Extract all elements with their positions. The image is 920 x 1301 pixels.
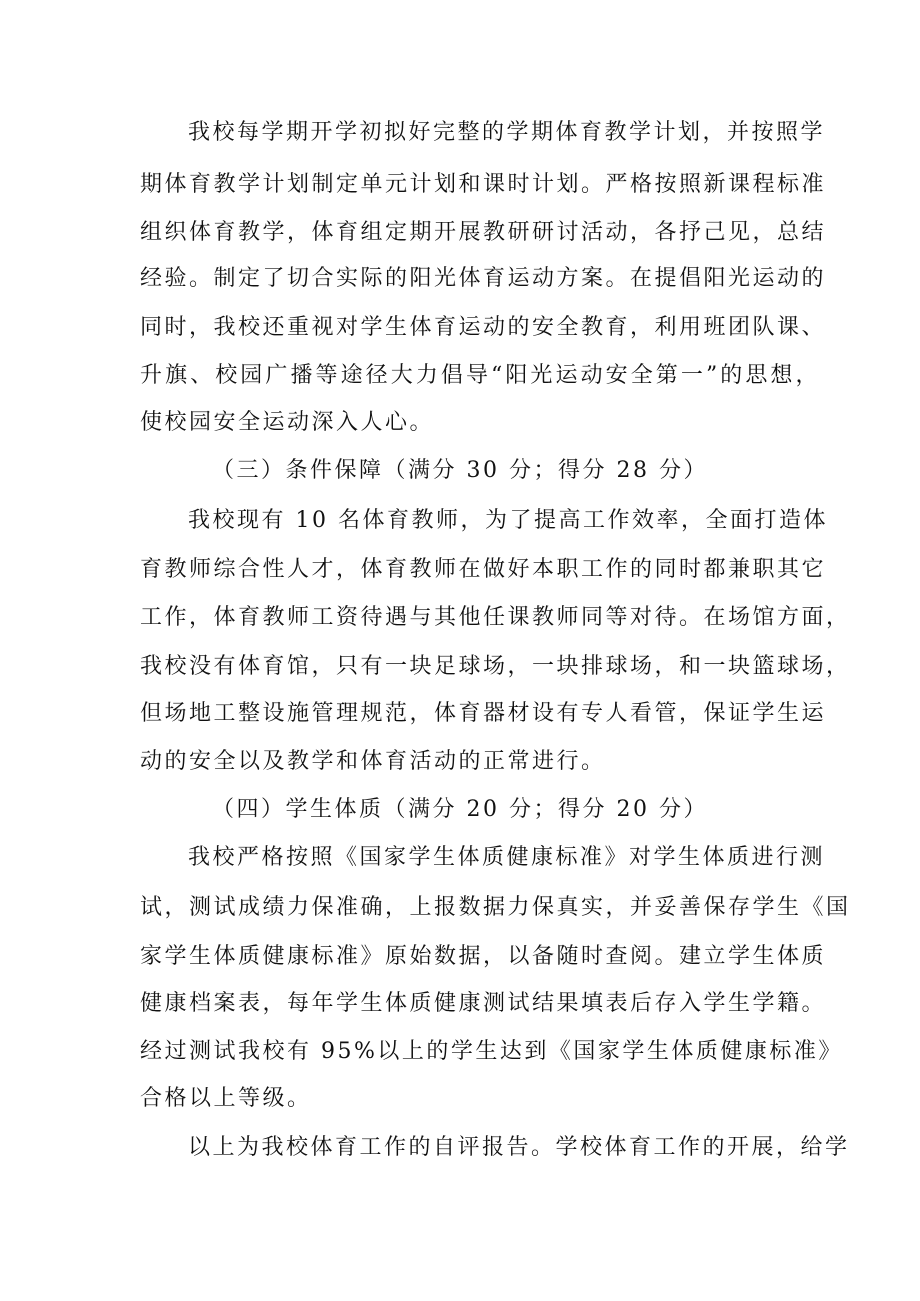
text-line: 我校严格按照《国家学生体质健康标准》对学生体质进行测 [188,845,826,870]
section-heading-conditions: （三）条件保障（满分 30 分；得分 28 分） [212,458,708,483]
text-line: 工作，体育教师工资待遇与其他任课教师同等对待。在场馆方面， [140,605,851,630]
text-line: 使校园安全运动深入人心。 [140,410,435,435]
text-line: 家学生体质健康标准》原始数据，以备随时查阅。建立学生体质 [140,944,827,969]
text-line: 试，测试成绩力保准确，上报数据力保真实，并妥善保存学生《国 [140,895,851,920]
text-line: 育教师综合性人才，体育教师在做好本职工作的同时都兼职其它 [140,557,827,582]
text-line: 我校没有体育馆，只有一块足球场，一块排球场，和一块篮球场， [140,654,851,679]
text-line: 我校现有 10 名体育教师，为了提高工作效率，全面打造体 [188,508,828,533]
text-line: 以上为我校体育工作的自评报告。学校体育工作的开展，给学 [188,1135,850,1160]
text-line: 经验。制定了切合实际的阳光体育运动方案。在提倡阳光运动的 [140,266,827,291]
text-line: 动的安全以及教学和体育活动的正常进行。 [140,749,606,774]
section-heading-physique: （四）学生体质（满分 20 分；得分 20 分） [212,797,708,822]
text-line: 组织体育教学，体育组定期开展教研研讨活动，各抒己见，总结 [140,220,827,245]
text-line: 健康档案表，每年学生体质健康测试结果填表后存入学生学籍。 [140,991,827,1016]
text-line: 我校每学期开学初拟好完整的学期体育教学计划，并按照学 [188,120,826,145]
text-line: 但场地工整设施管理规范，体育器材设有专人看管，保证学生运 [140,701,827,726]
text-line: 升旗、校园广播等途径大力倡导“阳光运动安全第一”的思想， [140,363,820,388]
text-line: 同时，我校还重视对学生体育运动的安全教育，利用班团队课、 [140,315,827,340]
text-line: 合格以上等级。 [140,1086,312,1111]
text-line: 期体育教学计划制定单元计划和课时计划。严格按照新课程标准 [140,172,827,197]
text-line: 经过测试我校有 95%以上的学生达到《国家学生体质健康标准》 [140,1039,843,1064]
